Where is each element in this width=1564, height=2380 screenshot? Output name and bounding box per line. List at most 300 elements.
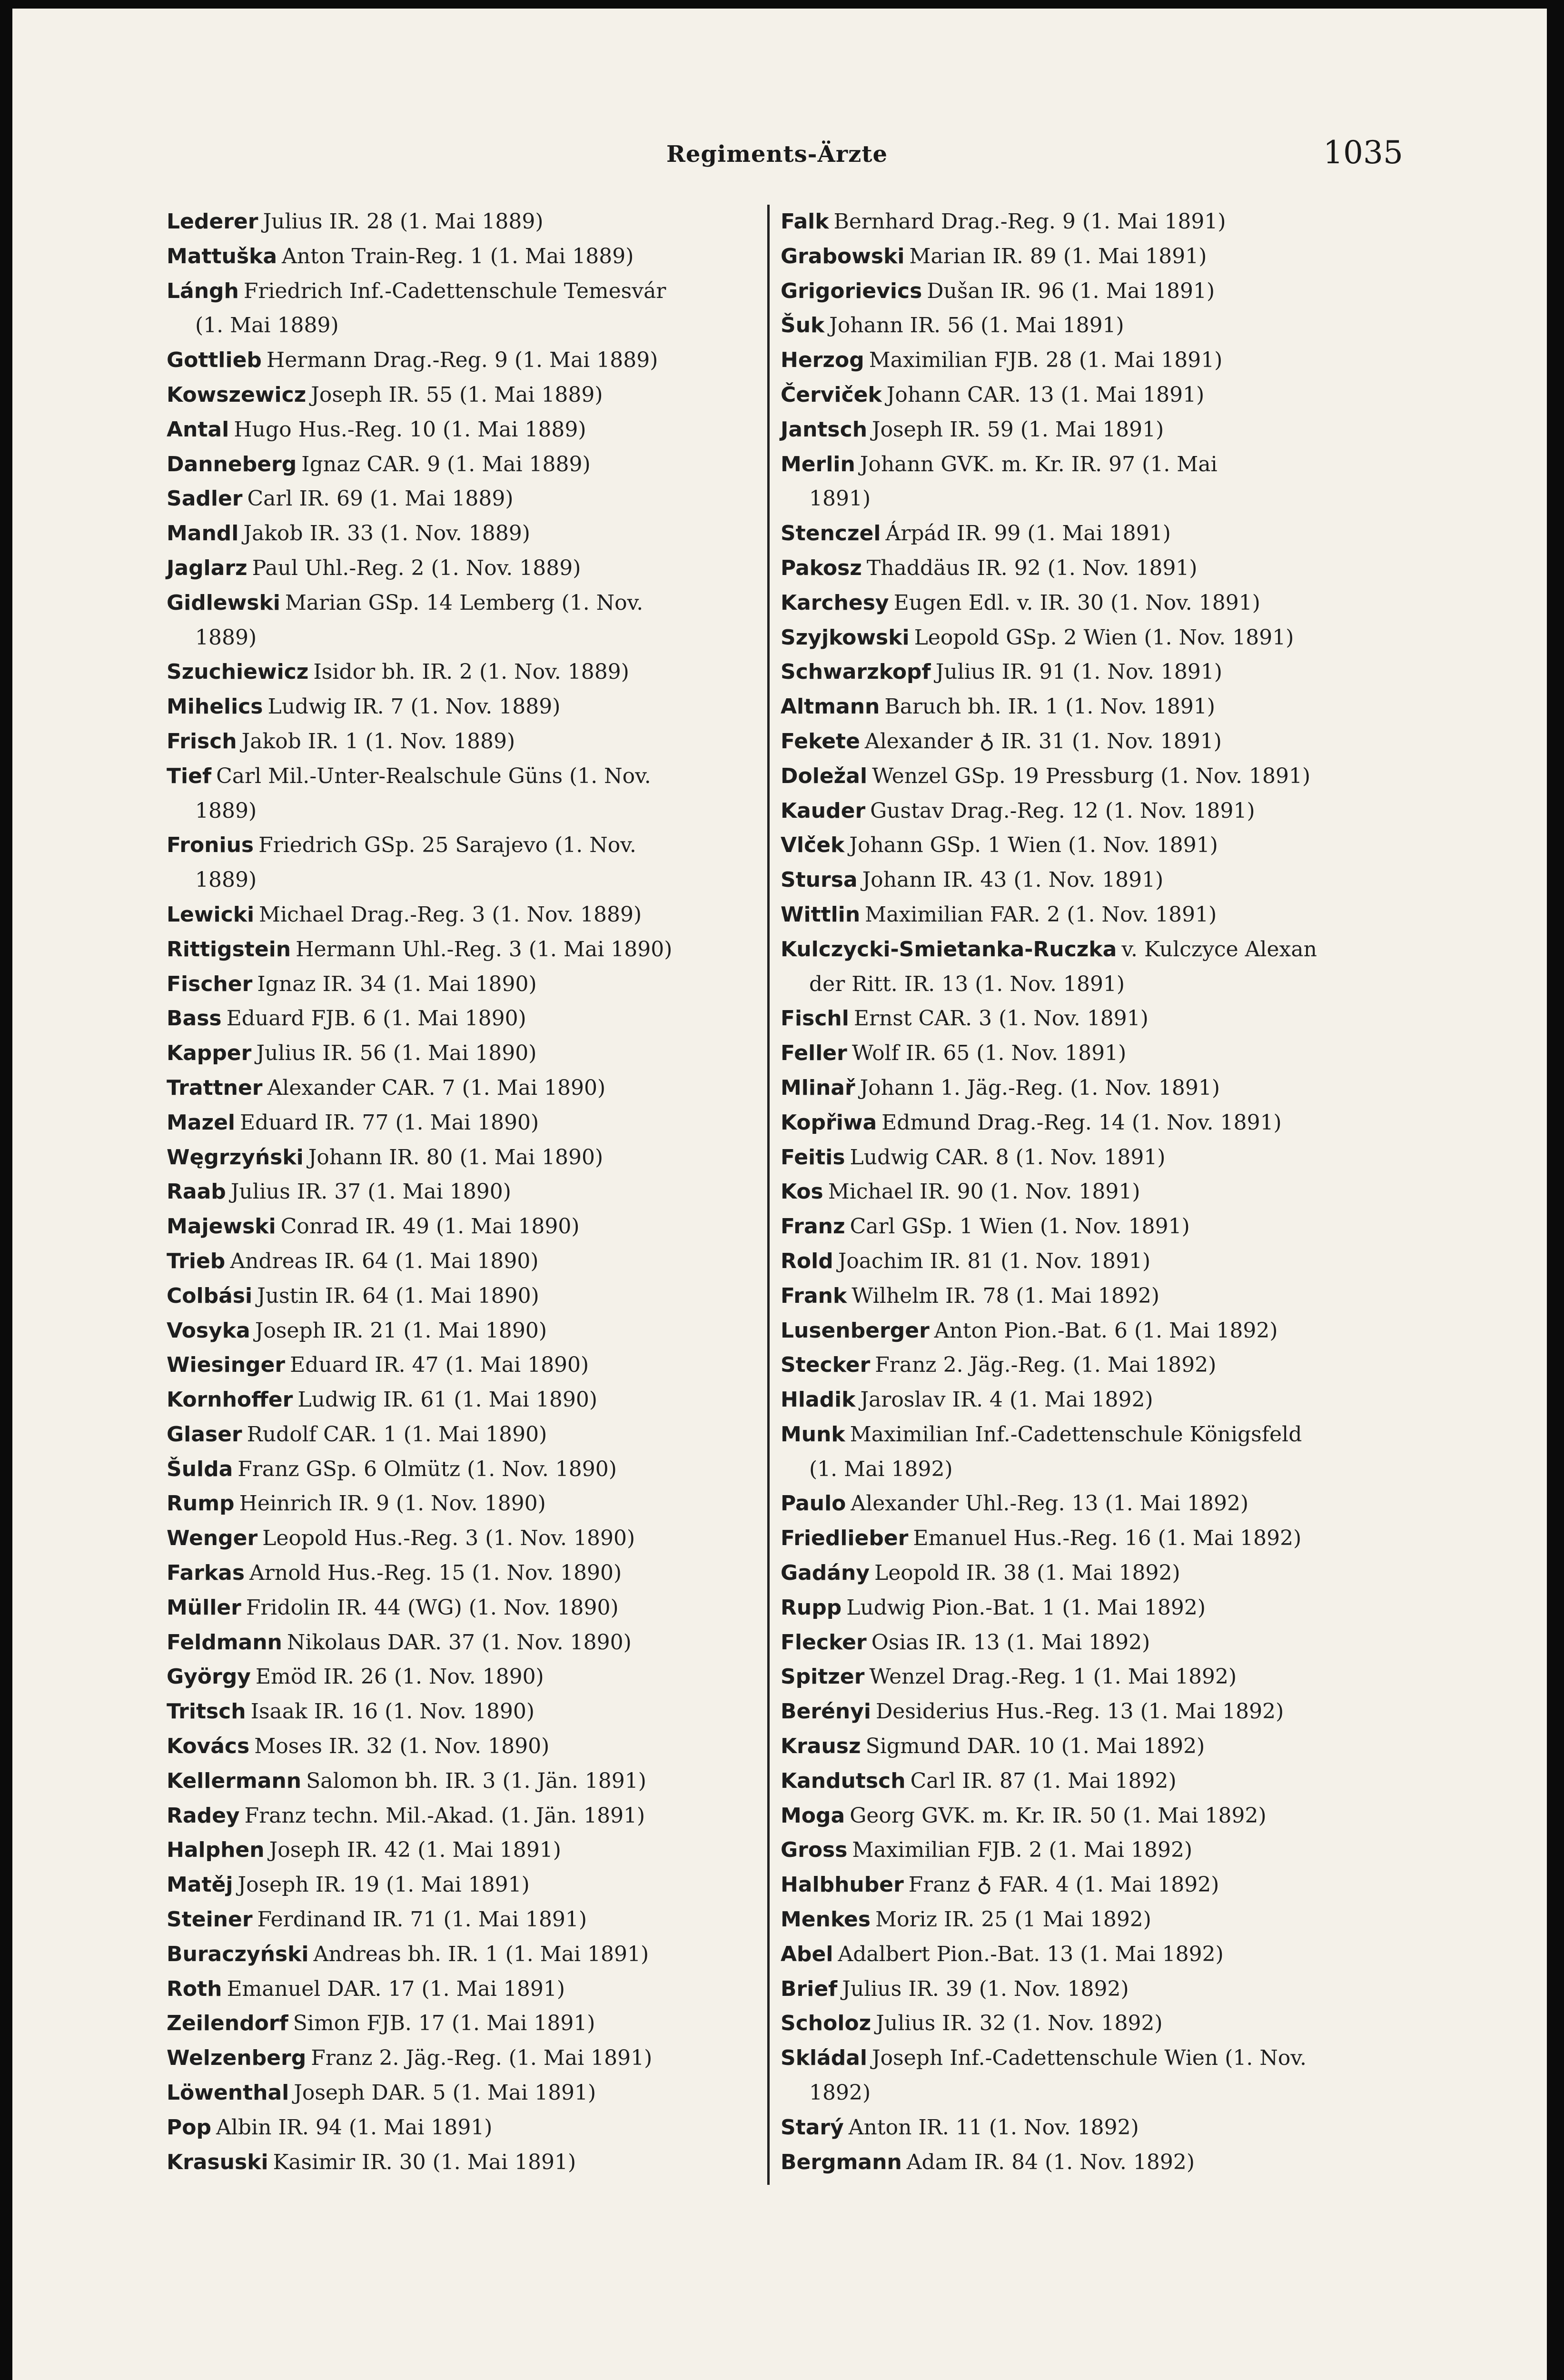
entry-details: Edmund Drag.-Reg. 14 (1. Nov. 1891) — [881, 1110, 1282, 1135]
entry-details: Paul Uhl.-Reg. 2 (1. Nov. 1889) — [252, 555, 581, 580]
entry-details: Anton Pion.-Bat. 6 (1. Mai 1892) — [934, 1318, 1278, 1343]
surname: Tief — [167, 764, 212, 788]
entry-details: Dušan IR. 96 (1. Mai 1891) — [927, 278, 1215, 303]
entry-details: Andreas IR. 64 (1. Mai 1890) — [230, 1249, 539, 1273]
entry-details: Wolf IR. 65 (1. Nov. 1891) — [851, 1041, 1127, 1066]
entry-details: Eduard IR. 77 (1. Mai 1890) — [240, 1110, 539, 1135]
entry-details: Alexander ♁ IR. 31 (1. Nov. 1891) — [864, 729, 1222, 754]
surname: Wenger — [167, 1526, 258, 1551]
list-item — [167, 1279, 762, 1314]
list-item — [781, 1210, 1399, 1244]
surname: Moga — [781, 1803, 845, 1828]
list-item — [781, 1244, 1399, 1279]
list-item — [167, 1175, 762, 1210]
entry-details: Justin IR. 64 (1. Mai 1890) — [257, 1283, 539, 1308]
list-item — [167, 2041, 762, 2076]
list-item — [167, 1002, 762, 1036]
entry-details: Ignaz CAR. 9 (1. Mai 1889) — [301, 452, 591, 476]
surname: Löwenthal — [167, 2081, 289, 2105]
entry-continuation: (1. Mai 1889) — [195, 313, 339, 338]
entry-details: Julius IR. 91 (1. Nov. 1891) — [935, 660, 1223, 684]
entry-details: Leopold Hus.-Reg. 3 (1. Nov. 1890) — [262, 1526, 635, 1551]
list-item — [167, 274, 762, 344]
list-item — [781, 1036, 1399, 1071]
list-item — [167, 1452, 762, 1487]
entry-details: Adam IR. 84 (1. Nov. 1892) — [906, 2150, 1195, 2174]
surname: Halbhuber — [781, 1873, 904, 1897]
list-item — [781, 2111, 1399, 2145]
list-item — [781, 239, 1399, 274]
surname: Mazel — [167, 1110, 236, 1135]
surname: Fischer — [167, 972, 253, 996]
list-item — [167, 1140, 762, 1175]
surname: Lewicki — [167, 902, 255, 927]
entry-details: Kasimir IR. 30 (1. Mai 1891) — [273, 2150, 576, 2174]
surname: Fekete — [781, 729, 860, 754]
entry-details: Ernst CAR. 3 (1. Nov. 1891) — [853, 1006, 1148, 1031]
list-item — [167, 690, 762, 724]
entry-details: Isaak IR. 16 (1. Nov. 1890) — [250, 1699, 535, 1724]
entry-details: Johann CAR. 13 (1. Mai 1891) — [886, 382, 1205, 407]
entry-details: Joseph IR. 59 (1. Mai 1891) — [872, 417, 1164, 442]
surname: Majewski — [167, 1214, 276, 1239]
entry-details: Salomon bh. IR. 3 (1. Jän. 1891) — [306, 1768, 646, 1793]
entry-details: Isidor bh. IR. 2 (1. Nov. 1889) — [313, 660, 629, 684]
entry-details: Julius IR. 37 (1. Mai 1890) — [230, 1180, 511, 1204]
list-item — [167, 898, 762, 932]
surname: Tritsch — [167, 1699, 246, 1724]
surname: Paulo — [781, 1491, 846, 1516]
entry-details: Arnold Hus.-Reg. 15 (1. Nov. 1890) — [249, 1561, 622, 1586]
surname: Fronius — [167, 833, 254, 858]
entry-continuation: 1889) — [195, 798, 257, 823]
surname: Rold — [781, 1249, 833, 1273]
list-item — [781, 1833, 1399, 1868]
surname: Stursa — [781, 868, 858, 892]
surname: Roth — [167, 1976, 222, 2001]
list-item — [167, 1418, 762, 1452]
list-item — [781, 690, 1399, 724]
surname: Merlin — [781, 452, 855, 476]
list-item — [781, 413, 1399, 447]
list-item — [167, 2145, 762, 2180]
list-item — [781, 828, 1399, 863]
surname: Trattner — [167, 1075, 263, 1100]
list-item — [167, 759, 762, 829]
list-item — [781, 1140, 1399, 1175]
list-item — [781, 2006, 1399, 2041]
entry-details: Anton IR. 11 (1. Nov. 1892) — [848, 2115, 1139, 2140]
list-item — [781, 724, 1399, 759]
surname: Szyjkowski — [781, 625, 910, 650]
list-item — [781, 1314, 1399, 1349]
surname: Vosyka — [167, 1318, 250, 1343]
list-item — [167, 828, 762, 898]
entry-details: Emanuel DAR. 17 (1. Mai 1891) — [227, 1976, 565, 2001]
entry-details: Albin IR. 94 (1. Mai 1891) — [216, 2115, 493, 2140]
list-item — [781, 274, 1399, 309]
right-column — [781, 205, 1399, 2180]
list-item — [167, 2006, 762, 2041]
surname: Franz — [781, 1214, 845, 1239]
surname: Colbási — [167, 1283, 253, 1308]
surname: Welzenberg — [167, 2046, 307, 2071]
entry-details: Friedrich Inf.-Cadettenschule Temesvár — [243, 278, 666, 303]
list-item — [167, 1106, 762, 1140]
surname: Starý — [781, 2115, 844, 2140]
surname: Radey — [167, 1803, 240, 1828]
entry-details: Wenzel Drag.-Reg. 1 (1. Mai 1892) — [869, 1665, 1237, 1689]
list-item — [781, 1799, 1399, 1834]
entry-details: Joseph IR. 42 (1. Mai 1891) — [269, 1838, 561, 1863]
entry-details: Johann IR. 56 (1. Mai 1891) — [829, 313, 1124, 338]
entry-details: Andreas bh. IR. 1 (1. Mai 1891) — [313, 1942, 649, 1966]
list-item — [167, 205, 762, 239]
surname: Friedlieber — [781, 1526, 909, 1551]
surname: Krausz — [781, 1734, 861, 1759]
surname: Kandutsch — [781, 1768, 906, 1793]
surname: Stecker — [781, 1353, 871, 1378]
entry-details: Eugen Edl. v. IR. 30 (1. Nov. 1891) — [893, 590, 1260, 615]
surname: Grigorievics — [781, 278, 922, 303]
entry-details: Joseph IR. 19 (1. Mai 1891) — [238, 1873, 530, 1897]
surname: Bergmann — [781, 2150, 902, 2174]
entry-details: Ludwig IR. 61 (1. Mai 1890) — [297, 1388, 597, 1412]
surname: Frisch — [167, 729, 237, 754]
entry-details: Joachim IR. 81 (1. Nov. 1891) — [838, 1249, 1151, 1273]
entry-details: Sigmund DAR. 10 (1. Mai 1892) — [865, 1734, 1205, 1759]
entry-continuation: der Ritt. IR. 13 (1. Nov. 1891) — [809, 972, 1125, 996]
scan-border-left — [0, 0, 12, 2380]
surname: Vlček — [781, 833, 845, 858]
entry-details: Marian GSp. 14 Lemberg (1. Nov. — [285, 590, 643, 615]
list-item — [167, 1521, 762, 1556]
list-item — [781, 447, 1399, 517]
surname: Doležal — [781, 764, 868, 788]
list-item — [781, 1695, 1399, 1729]
entry-details: Wilhelm IR. 78 (1. Mai 1892) — [851, 1283, 1160, 1308]
list-item — [781, 1106, 1399, 1140]
surname: Červiček — [781, 382, 882, 407]
list-item — [167, 2111, 762, 2145]
surname: Steiner — [167, 1907, 253, 1932]
surname: Krasuski — [167, 2150, 268, 2174]
entry-details: Carl Mil.-Unter-Realschule Güns (1. Nov. — [216, 764, 651, 788]
surname: Feller — [781, 1041, 847, 1066]
list-item — [167, 1383, 762, 1418]
entry-details: Desiderius Hus.-Reg. 13 (1. Mai 1892) — [876, 1699, 1284, 1724]
entry-details: Maximilian FJB. 28 (1. Mai 1891) — [869, 348, 1223, 373]
list-item — [781, 1626, 1399, 1660]
entry-details: Moses IR. 32 (1. Nov. 1890) — [254, 1734, 550, 1759]
list-item — [781, 1556, 1399, 1591]
list-item — [167, 1244, 762, 1279]
surname: Kovács — [167, 1734, 250, 1759]
surname: Halphen — [167, 1838, 265, 1863]
entry-details: Franz 2. Jäg.-Reg. (1. Mai 1891) — [311, 2046, 653, 2071]
surname: Gadány — [781, 1561, 870, 1586]
list-item — [781, 308, 1399, 343]
surname: Raab — [167, 1180, 226, 1204]
left-column — [167, 205, 762, 2180]
list-item — [167, 967, 762, 1002]
surname: Šulda — [167, 1457, 233, 1481]
list-item — [781, 343, 1399, 378]
list-item — [781, 1591, 1399, 1626]
surname: Trieb — [167, 1249, 226, 1273]
entry-details: Franz 2. Jäg.-Reg. (1. Mai 1892) — [875, 1353, 1217, 1378]
entry-details: Georg GVK. m. Kr. IR. 50 (1. Mai 1892) — [850, 1803, 1267, 1828]
surname: Antal — [167, 417, 229, 442]
entry-details: Michael IR. 90 (1. Nov. 1891) — [828, 1180, 1140, 1204]
entry-details: Ludwig CAR. 8 (1. Nov. 1891) — [850, 1145, 1166, 1170]
entry-details: Hermann Drag.-Reg. 9 (1. Mai 1889) — [266, 348, 658, 373]
entry-details: Emanuel Hus.-Reg. 16 (1. Mai 1892) — [913, 1526, 1302, 1551]
surname: Matěj — [167, 1873, 233, 1897]
surname: Jantsch — [781, 417, 868, 442]
entry-details: Jakob IR. 1 (1. Nov. 1889) — [241, 729, 515, 754]
entry-details: Heinrich IR. 9 (1. Nov. 1890) — [239, 1491, 546, 1516]
entry-details: Marian IR. 89 (1. Mai 1891) — [909, 244, 1207, 268]
list-item — [781, 1071, 1399, 1106]
scan-border-right — [1547, 0, 1564, 2380]
surname: Gidlewski — [167, 590, 280, 615]
page-number: 1035 — [1323, 134, 1403, 171]
surname: Abel — [781, 1942, 833, 1966]
entry-details: Maximilian Inf.-Cadettenschule Königsfeld — [850, 1422, 1302, 1447]
list-item — [167, 1695, 762, 1729]
entry-details: Carl GSp. 1 Wien (1. Nov. 1891) — [850, 1214, 1190, 1239]
surname: Gottlieb — [167, 348, 262, 373]
list-item — [781, 863, 1399, 898]
surname: Grabowski — [781, 244, 905, 268]
surname: Pop — [167, 2115, 211, 2140]
entry-continuation: 1889) — [195, 868, 257, 892]
entry-continuation: 1891) — [809, 486, 871, 511]
surname: Altmann — [781, 694, 880, 719]
list-item — [167, 724, 762, 759]
surname: Šuk — [781, 313, 825, 338]
entry-details: Michael Drag.-Reg. 3 (1. Nov. 1889) — [259, 902, 642, 927]
entry-details: Johann GVK. m. Kr. IR. 97 (1. Mai — [860, 452, 1218, 476]
entry-details: Johann IR. 80 (1. Mai 1890) — [308, 1145, 604, 1170]
list-item — [167, 1660, 762, 1695]
entry-details: Carl IR. 87 (1. Mai 1892) — [910, 1768, 1177, 1793]
surname: Lusenberger — [781, 1318, 930, 1343]
entry-details: Adalbert Pion.-Bat. 13 (1. Mai 1892) — [838, 1942, 1224, 1966]
list-item — [781, 1868, 1399, 1903]
list-item — [167, 1487, 762, 1521]
entry-details: Leopold IR. 38 (1. Mai 1892) — [874, 1561, 1180, 1586]
list-item — [781, 1937, 1399, 1972]
surname: Kauder — [781, 798, 866, 823]
surname: Feitis — [781, 1145, 845, 1170]
entry-details: Julius IR. 32 (1. Nov. 1892) — [876, 2011, 1163, 2036]
list-item — [781, 655, 1399, 690]
surname: Szuchiewicz — [167, 660, 309, 684]
entry-details: Osias IR. 13 (1. Mai 1892) — [871, 1630, 1150, 1655]
surname: Glaser — [167, 1422, 242, 1447]
list-item — [781, 586, 1399, 621]
list-item — [781, 1383, 1399, 1418]
list-item — [781, 1002, 1399, 1036]
list-item — [781, 205, 1399, 239]
list-item — [781, 1521, 1399, 1556]
list-item — [167, 378, 762, 413]
entry-details: Ferdinand IR. 71 (1. Mai 1891) — [257, 1907, 587, 1932]
surname: Rump — [167, 1491, 235, 1516]
list-item — [167, 1314, 762, 1349]
list-item — [781, 1418, 1399, 1487]
list-item — [167, 1903, 762, 1937]
list-item — [167, 516, 762, 551]
entry-details: Conrad IR. 49 (1. Mai 1890) — [280, 1214, 580, 1239]
entry-details: Julius IR. 28 (1. Mai 1889) — [263, 209, 544, 234]
surname: Zeilendorf — [167, 2011, 288, 2036]
list-item — [167, 1591, 762, 1626]
surname: Frank — [781, 1283, 847, 1308]
entry-details: Joseph IR. 55 (1. Mai 1889) — [311, 382, 603, 407]
entry-details: Anton Train-Reg. 1 (1. Mai 1889) — [282, 244, 634, 268]
entry-details: Johann IR. 43 (1. Nov. 1891) — [862, 868, 1164, 892]
list-item — [781, 378, 1399, 413]
surname: Mandl — [167, 521, 239, 546]
list-item — [167, 1972, 762, 2007]
surname: Karchesy — [781, 590, 889, 615]
entry-details: Eduard IR. 47 (1. Mai 1890) — [290, 1353, 589, 1378]
surname: Munk — [781, 1422, 845, 1447]
entry-details: Julius IR. 39 (1. Nov. 1892) — [842, 1976, 1129, 2001]
surname: Kopřiwa — [781, 1110, 877, 1135]
entry-details: Nikolaus DAR. 37 (1. Nov. 1890) — [287, 1630, 632, 1655]
list-item — [167, 239, 762, 274]
entry-details: Joseph Inf.-Cadettenschule Wien (1. Nov. — [872, 2046, 1307, 2071]
list-item — [781, 1660, 1399, 1695]
surname: Skládal — [781, 2046, 867, 2071]
entry-details: Joseph IR. 21 (1. Mai 1890) — [255, 1318, 547, 1343]
surname: Kulczycki-Smietanka-Ruczka — [781, 937, 1117, 962]
list-item — [167, 551, 762, 586]
list-item — [781, 1764, 1399, 1799]
entry-details: Maximilian FAR. 2 (1. Nov. 1891) — [865, 902, 1217, 927]
surname: György — [167, 1665, 251, 1689]
surname: Müller — [167, 1595, 241, 1620]
surname: Mattuška — [167, 244, 277, 268]
list-item — [167, 1799, 762, 1834]
entry-details: Ignaz IR. 34 (1. Mai 1890) — [257, 972, 537, 996]
list-item — [167, 1937, 762, 1972]
list-item — [781, 1279, 1399, 1314]
entry-details: Rudolf CAR. 1 (1. Mai 1890) — [247, 1422, 547, 1447]
list-item — [781, 516, 1399, 551]
entry-details: Franz ♁ FAR. 4 (1. Mai 1892) — [908, 1873, 1219, 1897]
surname: Berényi — [781, 1699, 871, 1724]
entry-details: Árpád IR. 99 (1. Mai 1891) — [885, 521, 1171, 546]
column-divider — [767, 205, 770, 2185]
list-item — [781, 932, 1399, 1002]
entry-details: Jaroslav IR. 4 (1. Mai 1892) — [860, 1388, 1153, 1412]
surname: Kowszewicz — [167, 382, 307, 407]
list-item — [781, 1903, 1399, 1937]
surname: Pakosz — [781, 555, 862, 580]
entry-details: Baruch bh. IR. 1 (1. Nov. 1891) — [884, 694, 1216, 719]
surname: Sadler — [167, 486, 243, 511]
list-item — [167, 1833, 762, 1868]
list-item — [167, 343, 762, 378]
entry-details: Alexander CAR. 7 (1. Mai 1890) — [267, 1075, 606, 1100]
entry-details: Franz GSp. 6 Olmütz (1. Nov. 1890) — [238, 1457, 617, 1481]
surname: Herzog — [781, 348, 864, 373]
entry-details: Johann GSp. 1 Wien (1. Nov. 1891) — [849, 833, 1218, 858]
list-item — [781, 1729, 1399, 1764]
entry-details: Ludwig IR. 7 (1. Nov. 1889) — [267, 694, 561, 719]
list-item — [781, 794, 1399, 829]
surname: Feldmann — [167, 1630, 282, 1655]
list-item — [167, 1210, 762, 1244]
surname: Lederer — [167, 209, 258, 234]
surname: Buraczyński — [167, 1942, 309, 1966]
entry-details: Wenzel GSp. 19 Pressburg (1. Nov. 1891) — [872, 764, 1311, 788]
entry-continuation: 1889) — [195, 625, 257, 650]
entry-details: Hermann Uhl.-Reg. 3 (1. Mai 1890) — [296, 937, 673, 962]
entry-details: Julius IR. 56 (1. Mai 1890) — [256, 1041, 537, 1066]
surname: Hladik — [781, 1388, 856, 1412]
surname: Rupp — [781, 1595, 842, 1620]
surname: Stenczel — [781, 521, 881, 546]
entry-details: Alexander Uhl.-Reg. 13 (1. Mai 1892) — [851, 1491, 1249, 1516]
surname: Menkes — [781, 1907, 871, 1932]
entry-details: v. Kulczyce Alexan — [1121, 937, 1317, 962]
list-item — [167, 447, 762, 482]
list-item — [781, 1972, 1399, 2007]
entry-details: Moriz IR. 25 (1 Mai 1892) — [875, 1907, 1151, 1932]
list-item — [781, 551, 1399, 586]
surname: Mihelics — [167, 694, 263, 719]
entry-continuation: 1892) — [809, 2081, 871, 2105]
surname: Kornhoffer — [167, 1388, 293, 1412]
surname: Jaglarz — [167, 555, 247, 580]
surname: Brief — [781, 1976, 838, 2001]
entry-details: Jakob IR. 33 (1. Nov. 1889) — [243, 521, 530, 546]
list-item — [781, 1487, 1399, 1521]
list-item — [167, 932, 762, 967]
surname: Falk — [781, 209, 829, 234]
list-item — [781, 759, 1399, 794]
running-header: Regiments-Ärzte — [666, 141, 888, 168]
entry-details: Johann 1. Jäg.-Reg. (1. Nov. 1891) — [860, 1075, 1220, 1100]
entry-details: Fridolin IR. 44 (WG) (1. Nov. 1890) — [246, 1595, 619, 1620]
surname: Fischl — [781, 1006, 849, 1031]
surname: Lángh — [167, 278, 239, 303]
entry-details: Franz techn. Mil.-Akad. (1. Jän. 1891) — [244, 1803, 645, 1828]
surname: Rittigstein — [167, 937, 291, 962]
entry-details: Maximilian FJB. 2 (1. Mai 1892) — [852, 1838, 1193, 1863]
entry-details: Ludwig Pion.-Bat. 1 (1. Mai 1892) — [846, 1595, 1206, 1620]
list-item — [167, 482, 762, 516]
list-item — [167, 2076, 762, 2111]
scan-border-top — [0, 0, 1564, 9]
entry-details: Simon FJB. 17 (1. Mai 1891) — [293, 2011, 595, 2036]
surname: Kapper — [167, 1041, 252, 1066]
list-item — [167, 1764, 762, 1799]
surname: Flecker — [781, 1630, 867, 1655]
list-item — [781, 1175, 1399, 1210]
entry-continuation: (1. Mai 1892) — [809, 1457, 953, 1481]
list-item — [167, 1868, 762, 1903]
list-item — [167, 1348, 762, 1383]
surname: Danneberg — [167, 452, 297, 476]
surname: Bass — [167, 1006, 222, 1031]
